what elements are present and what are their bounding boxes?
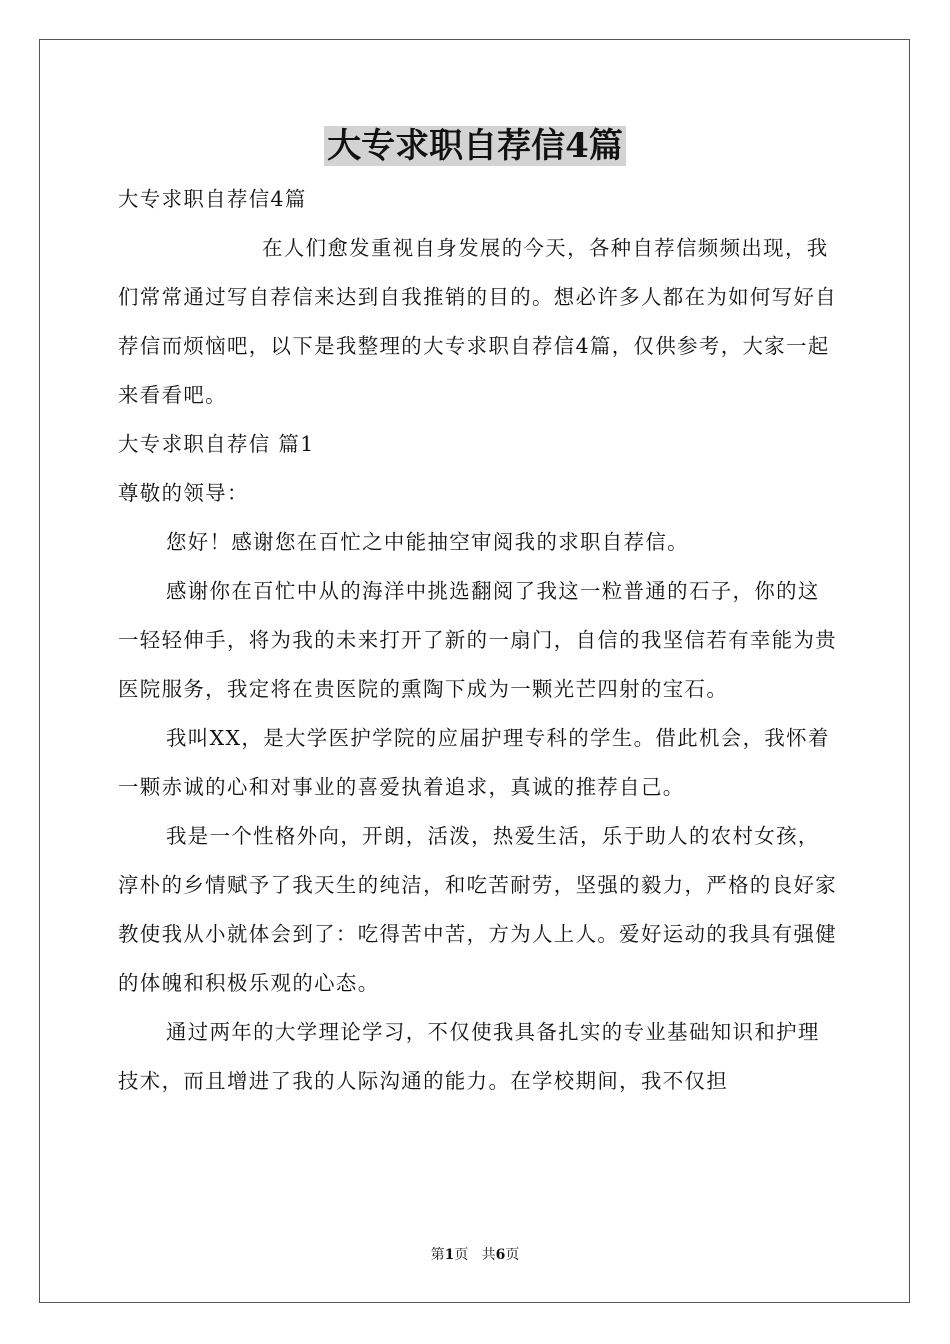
total-pages: 6 [495, 1247, 506, 1263]
salutation: 尊敬的领导： [118, 481, 249, 505]
body-paragraph: 感谢你在百忙中从的海洋中挑选翻阅了我这一粒普通的石子，你的这一轻轻伸手，将为我的未来打开了新的一扇门，自信的我坚信若有幸能为贵医院服务，我定将在贵医院的熏陶下成为一颗光芒四射的宝石。 [118, 579, 838, 701]
page-label-prefix: 第 [430, 1247, 445, 1263]
document-body [118, 175, 838, 1106]
body-paragraph: 通过两年的大学理论学习，不仅使我具备扎实的专业基础知识和护理技术，而且增进了我的人际沟通的能力。在学校期间，我不仅担 [118, 1020, 820, 1093]
intro-paragraph: 在人们愈发重视自身发展的今天，各种自荐信频频出现，我们常常通过写自荐信来达到自我推销的目的。想必许多人都在为如何写好自荐信而烦恼吧，以下是我整理的大专求职自荐信4篇，仅供参考，大家一起来看看吧。 [118, 236, 838, 407]
total-label-prefix: 共 [481, 1247, 496, 1263]
document-subtitle: 大专求职自荐信4篇 [118, 187, 307, 211]
body-paragraph: 我叫XX，是大学医护学院的应届护理专科的学生。借此机会，我怀着一颗赤诚的心和对事业的喜爱执着追求，真诚的推荐自己。 [118, 726, 830, 799]
total-label-suffix: 页 [505, 1247, 520, 1263]
document-title-wrapper [0, 126, 950, 172]
page-label-suffix: 页 [454, 1247, 469, 1263]
body-paragraph: 我是一个性格外向，开朗，活泼，热爱生活，乐于助人的农村女孩，淳朴的乡情赋予了我天生的纯洁，和吃苦耐劳，坚强的毅力，严格的良好家教使我从小就体会到了：吃得苦中苦，方为人上人。爱好运动的我具有强健的体魄和积极乐观的心态。 [118, 824, 838, 995]
body-paragraph: 您好！感谢您在百忙之中能抽空审阅我的求职自荐信。 [166, 530, 689, 554]
document-title: 大专求职自荐信4篇 [324, 126, 626, 166]
section-heading: 大专求职自荐信 篇1 [118, 432, 315, 456]
page-footer [0, 1245, 950, 1265]
page-number: 1 [444, 1247, 455, 1263]
